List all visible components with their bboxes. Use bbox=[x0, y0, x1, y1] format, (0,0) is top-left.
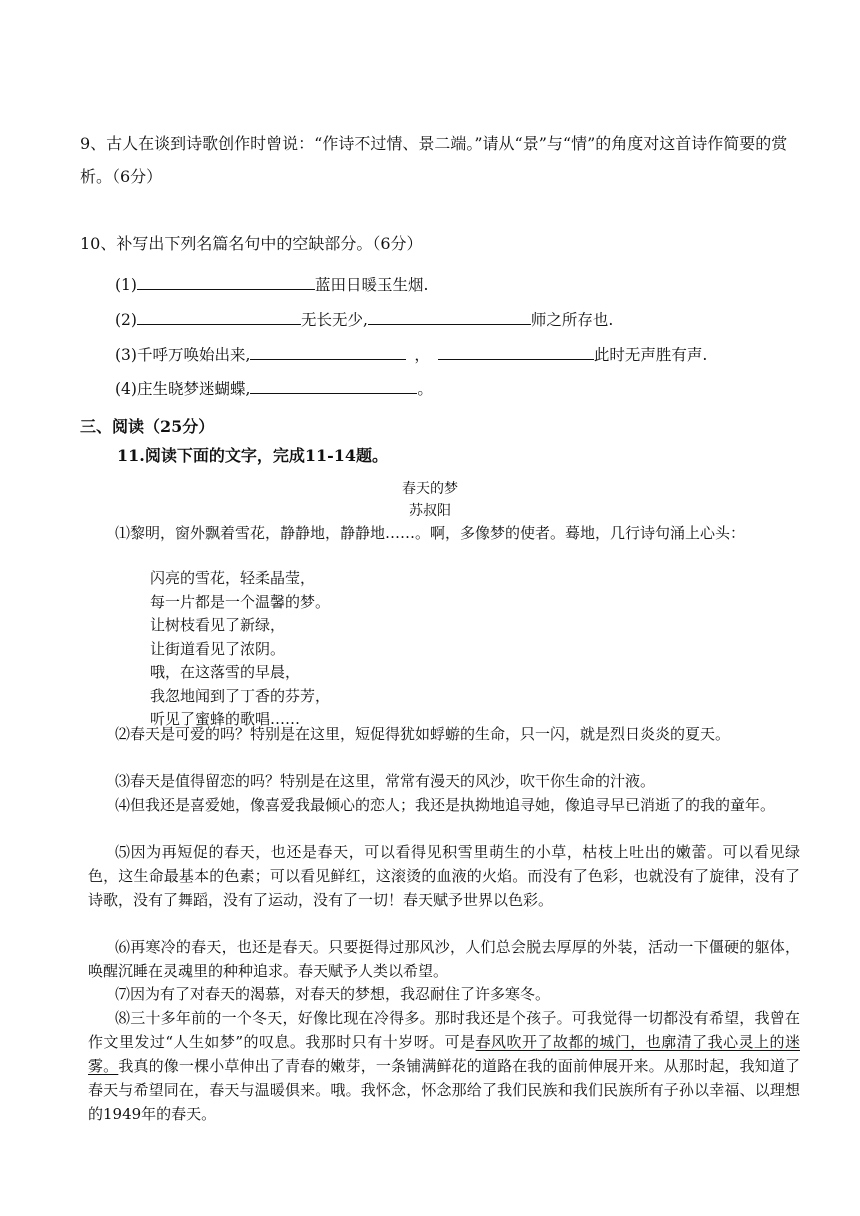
poem-line: 我忽地闻到了丁香的芬芳， bbox=[150, 686, 331, 705]
paragraph-6: ⑹再寒冷的春天，也还是春天。只要挺得过那风沙，人们总会脱去厚厚的外装，活动一下僵硬的躯体，唤醒沉睡在灵魂里的种种追求。春天赋予人类以希望。 bbox=[88, 938, 800, 980]
fill-text: ， bbox=[414, 346, 430, 364]
fill-blank-2 bbox=[115, 308, 613, 330]
underlined-sentence: 春风吹开了故都的城门，也廓清了我心灵上的迷雾。 bbox=[88, 1033, 800, 1075]
fill-text: 庄生晓梦迷蝴蝶, bbox=[136, 380, 251, 398]
fill-blank-3 bbox=[115, 343, 707, 365]
poem bbox=[150, 567, 330, 732]
answer-blank[interactable] bbox=[250, 343, 406, 360]
answer-blank[interactable] bbox=[250, 377, 417, 394]
article-author: 苏叔阳 bbox=[409, 503, 451, 519]
question-10-title: 10、补写出下列名篇名句中的空缺部分。（6分） bbox=[80, 234, 423, 253]
fill-number: (1) bbox=[115, 276, 137, 294]
poem-line: 闪亮的雪花，轻柔晶莹， bbox=[150, 569, 316, 587]
paragraph-5: ⑸因为再短促的春天，也还是春天，可以看得见积雪里萌生的小草，枯枝上吐出的嫩蕾。可以看见绿色，这生命最基本的色素；可以看见鲜红，这滚烫的血液的火焰。而没有了色彩，也就没有了旋律，没有了诗歌，没有了舞蹈，没有了运动，没有了一切！春天赋予世界以色彩。 bbox=[88, 843, 800, 909]
poem-line: 听见了蜜蜂的歌唱…… bbox=[150, 710, 301, 728]
poem-line: 让街道看见了浓阴。 bbox=[150, 639, 286, 658]
answer-blank[interactable] bbox=[137, 273, 315, 290]
fill-number: (2) bbox=[115, 311, 137, 329]
answer-blank[interactable] bbox=[137, 308, 301, 325]
article-title: 春天的梦 bbox=[402, 481, 458, 497]
fill-text: 。 bbox=[417, 380, 433, 398]
paragraph-4: ⑷但我还是喜爱她，像喜爱我最倾心的恋人；我还是执拗地追寻她，像追寻早已消逝了的我的童年。 bbox=[115, 796, 776, 814]
paragraph-7: ⑺因为有了对春天的渴慕，对春天的梦想，我忍耐住了许多寒冬。 bbox=[115, 985, 551, 1003]
fill-text: 无长无少, bbox=[300, 311, 368, 329]
paragraph-text: ⑻三十多年前的一个冬天，好像比现在冷得多。那时我还是个孩子。可我觉得一切都没有希望，我曾在作文里发过“人生如梦”的叹息。我那时只有十岁呀。可是 bbox=[88, 1009, 800, 1051]
paragraph-1: ⑴黎明，窗外飘着雪花，静静地，静静地……。啊，多像梦的使者。蓦地，几行诗句涌上心头： bbox=[115, 524, 746, 542]
poem-line: 每一片都是一个温馨的梦。 bbox=[150, 592, 331, 611]
poem-line: 哦，在这落雪的早晨， bbox=[150, 663, 301, 681]
reading-instruction: 11.阅读下面的文字，完成11-14题。 bbox=[117, 446, 389, 465]
answer-blank[interactable] bbox=[368, 308, 531, 325]
poem-line: 让树枝看见了新绿， bbox=[150, 616, 286, 634]
fill-number: (3) bbox=[115, 346, 137, 364]
answer-blank[interactable] bbox=[438, 343, 594, 360]
paragraph-3: ⑶春天是值得留恋的吗？特别是在这里，常常有漫天的风沙，吹干你生命的汁液。 bbox=[115, 772, 656, 790]
fill-text: 师之所存也. bbox=[530, 311, 614, 329]
fill-text: 蓝田日暖玉生烟. bbox=[314, 276, 429, 294]
fill-number: (4) bbox=[115, 380, 137, 398]
question-9: 9、古人在谈到诗歌创作时曾说：“作诗不过情、景二端。”请从“景”与“情”的角度对这首诗作简要的赏析。（6分） bbox=[80, 134, 788, 186]
paragraph-8 bbox=[88, 1006, 800, 1126]
fill-blank-4 bbox=[115, 377, 433, 399]
fill-blank-1 bbox=[115, 273, 428, 295]
fill-text: 千呼万唤始出来, bbox=[136, 346, 251, 364]
fill-text: 此时无声胜有声. bbox=[593, 346, 708, 364]
paragraph-2: ⑵春天是可爱的吗？特别是在这里，短促得犹如蜉蝣的生命，只一闪，就是烈日炎炎的夏天。 bbox=[115, 725, 731, 743]
section-title: 三、阅读（25分） bbox=[80, 417, 215, 436]
paragraph-text: 我真的像一棵小草伸出了青春的嫩芽，一条铺满鲜花的道路在我的面前伸展开来。从那时起，我知道了春天与希望同在，春天与温暖俱来。哦。我怀念，怀念那给了我们民族和我们民族所有子孙以幸福、以理想的1949年的春天。 bbox=[88, 1057, 800, 1123]
